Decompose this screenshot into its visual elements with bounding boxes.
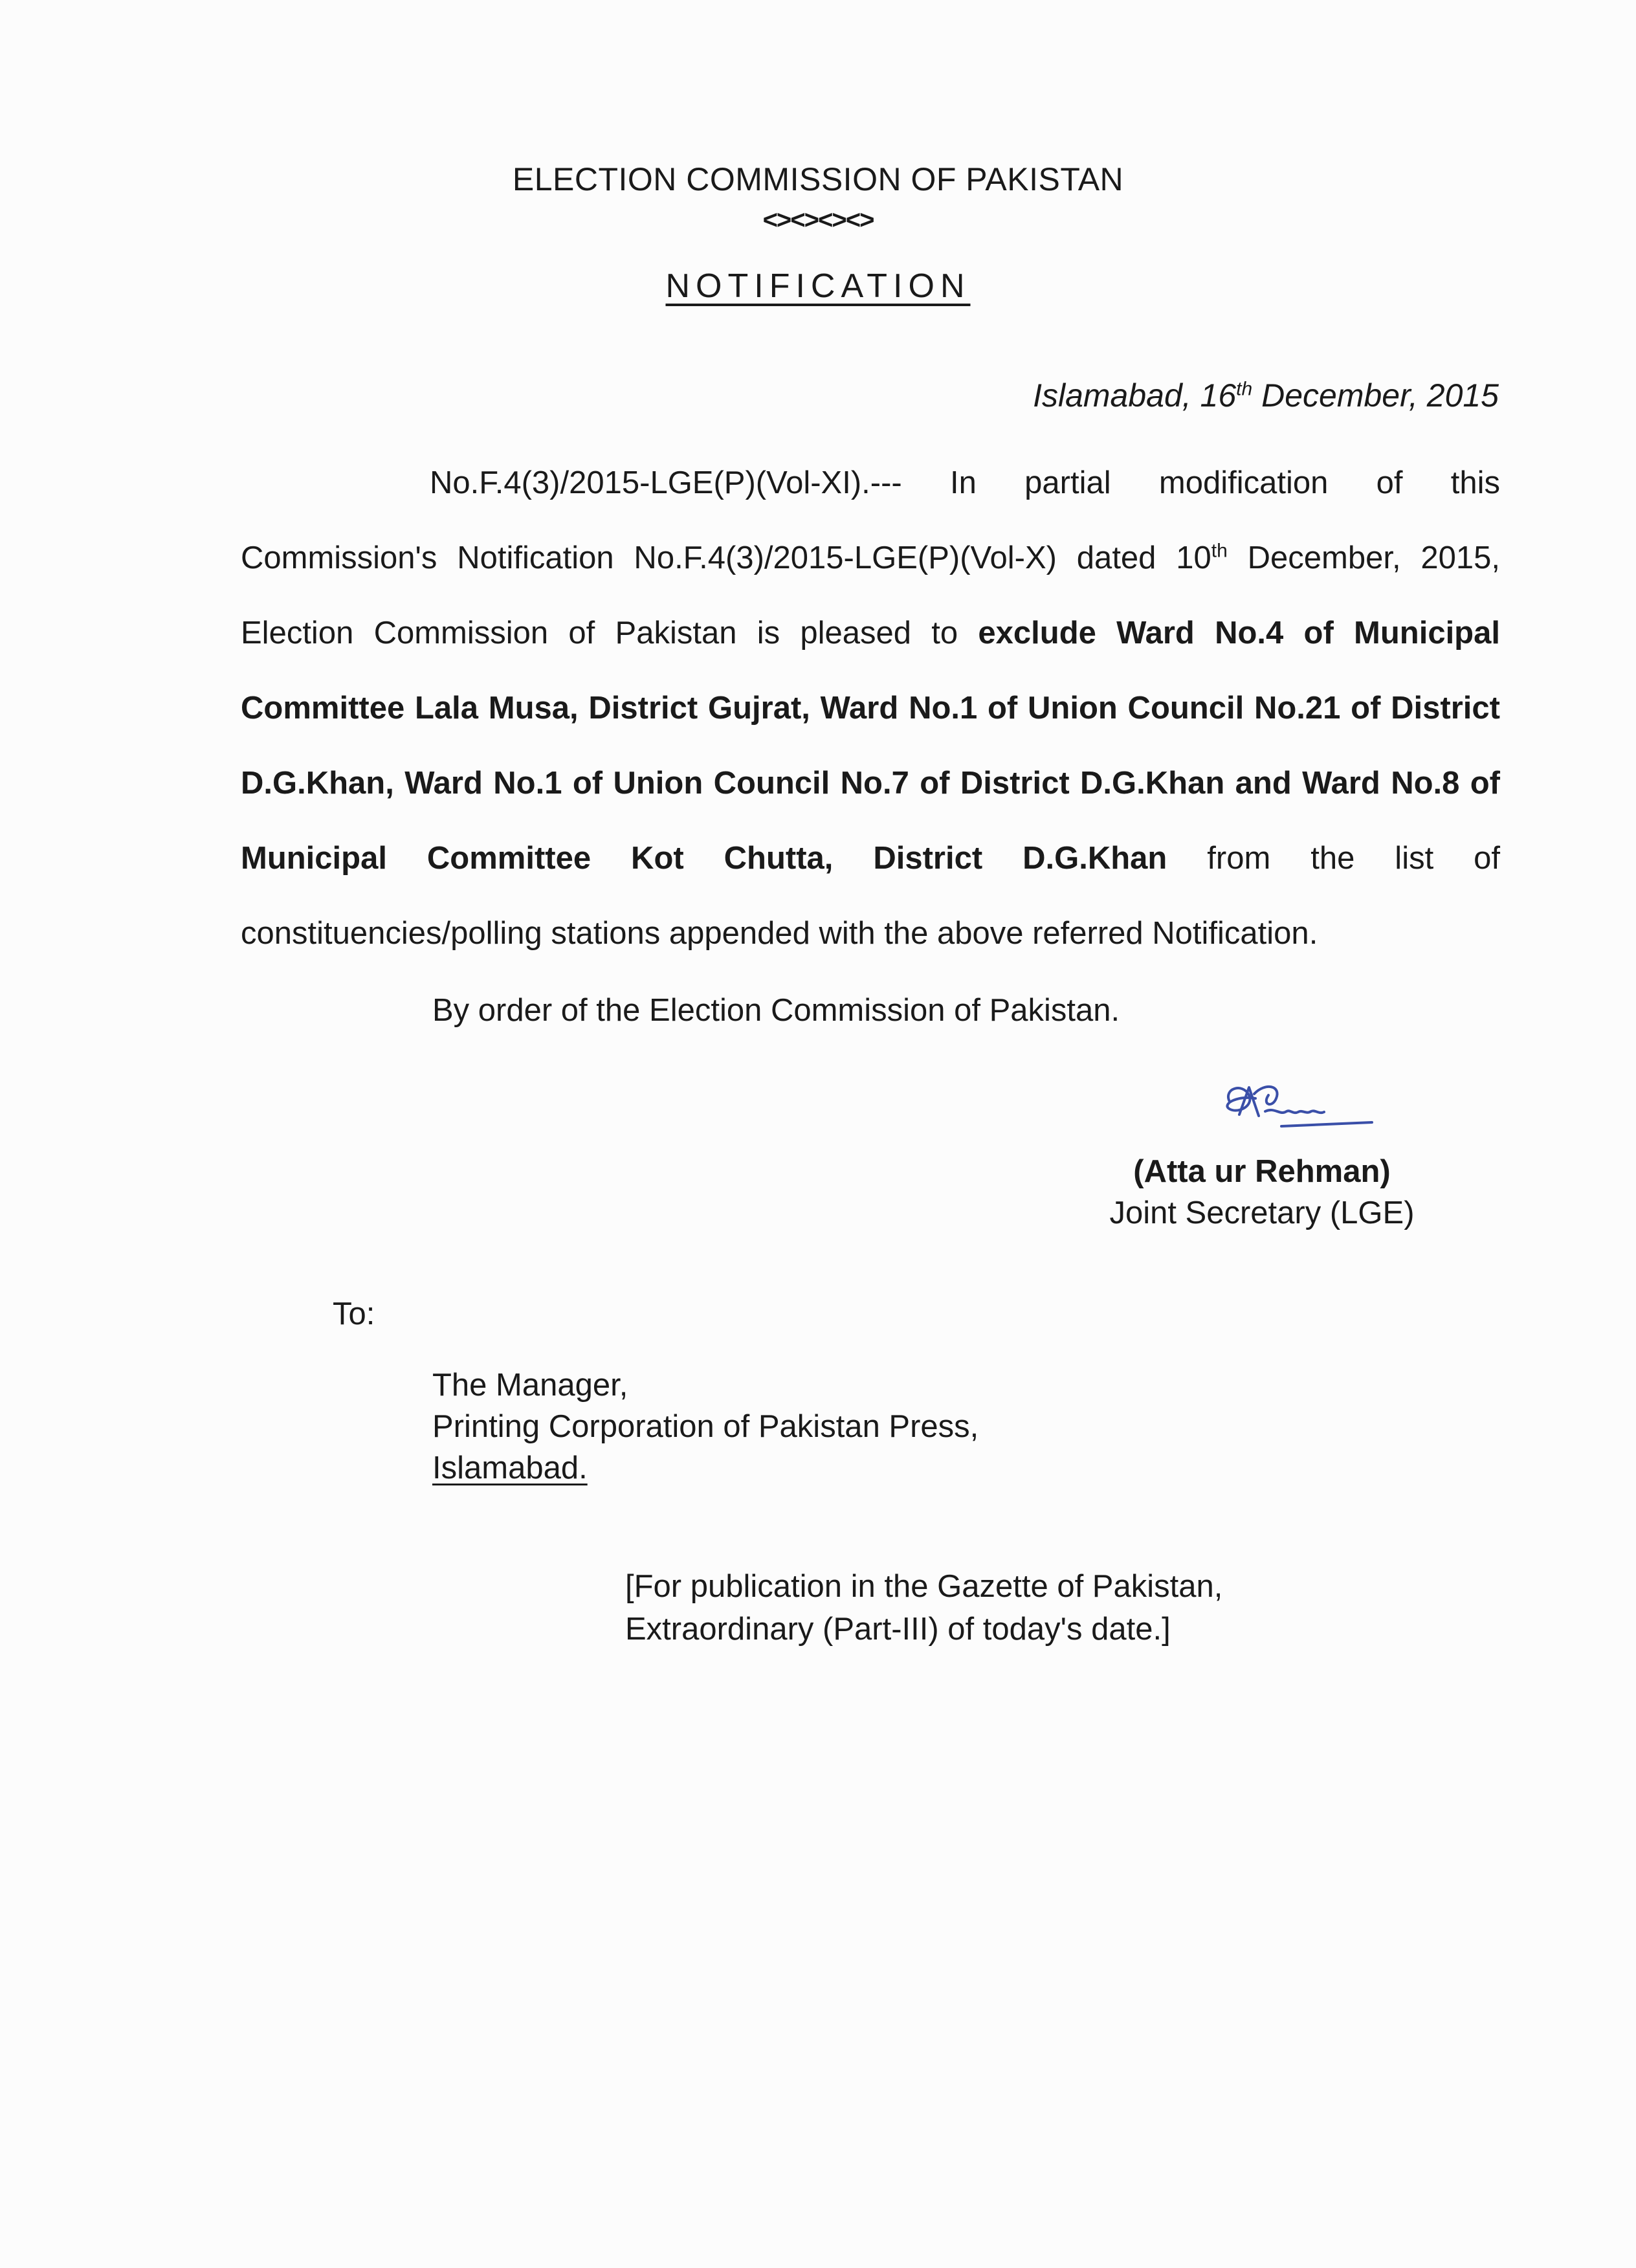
gazette-note-line-1: [For publication in the Gazette of Pakistan, <box>625 1569 1223 1604</box>
recipient-line-2: Printing Corporation of Pakistan Press, <box>432 1409 979 1444</box>
body-text-3: from the list of constituencies/polling stations appended with the above referred Notification. <box>241 841 1501 951</box>
recipient-line-3: Islamabad. <box>432 1451 588 1485</box>
excluded-wards: exclude Ward No.4 of Municipal Committee Lala Musa, District Gujrat, Ward No.1 of Union Council No.21 of District D.G.Khan, Ward No.1 of Union Council No.7 of District D.G.Khan and Ward No.8 of Municipal Committee Kot Chutta, District D.G.Khan <box>241 616 1500 876</box>
recipient-line-1: The Manager, <box>432 1368 628 1403</box>
signatory-designation: Joint Secretary (LGE) <box>1109 1195 1415 1230</box>
recipient-label: To: <box>333 1296 375 1331</box>
body-date-suffix: th <box>1211 540 1228 562</box>
document-title <box>0 267 1636 306</box>
notification-body <box>241 445 1500 971</box>
body-text-1: In partial modification of this Commission's Notification No.F.4(3)/2015-LGE(P)(Vol-X) dated 10 <box>241 465 1500 575</box>
dateline-place-day: Islamabad, 16 <box>1033 377 1237 414</box>
handwritten-signature <box>1204 1076 1398 1153</box>
dateline <box>1033 377 1499 414</box>
order-line: By order of the Election Commission of Pakistan. <box>432 993 1120 1028</box>
body-text-2: December, 2015, Election Commission of Pakistan is pleased to <box>241 540 1500 650</box>
recipient-address <box>432 1364 978 1489</box>
dateline-month-year: December, 2015 <box>1252 377 1499 414</box>
gazette-note-line-2: Extraordinary (Part-III) of today's date.] <box>625 1612 1171 1647</box>
document-title-text: NOTIFICATION <box>665 267 971 305</box>
signatory-block <box>1094 1151 1430 1234</box>
reference-number: No.F.4(3)/2015-LGE(P)(Vol-XI).--- <box>430 465 902 500</box>
heading-ornament: <><><><> <box>762 206 874 234</box>
gazette-note <box>625 1565 1222 1651</box>
dateline-day-suffix: th <box>1236 378 1253 400</box>
organization-heading: ELECTION COMMISSION OF PAKISTAN <box>512 161 1124 197</box>
signatory-name: (Atta ur Rehman) <box>1133 1154 1391 1189</box>
